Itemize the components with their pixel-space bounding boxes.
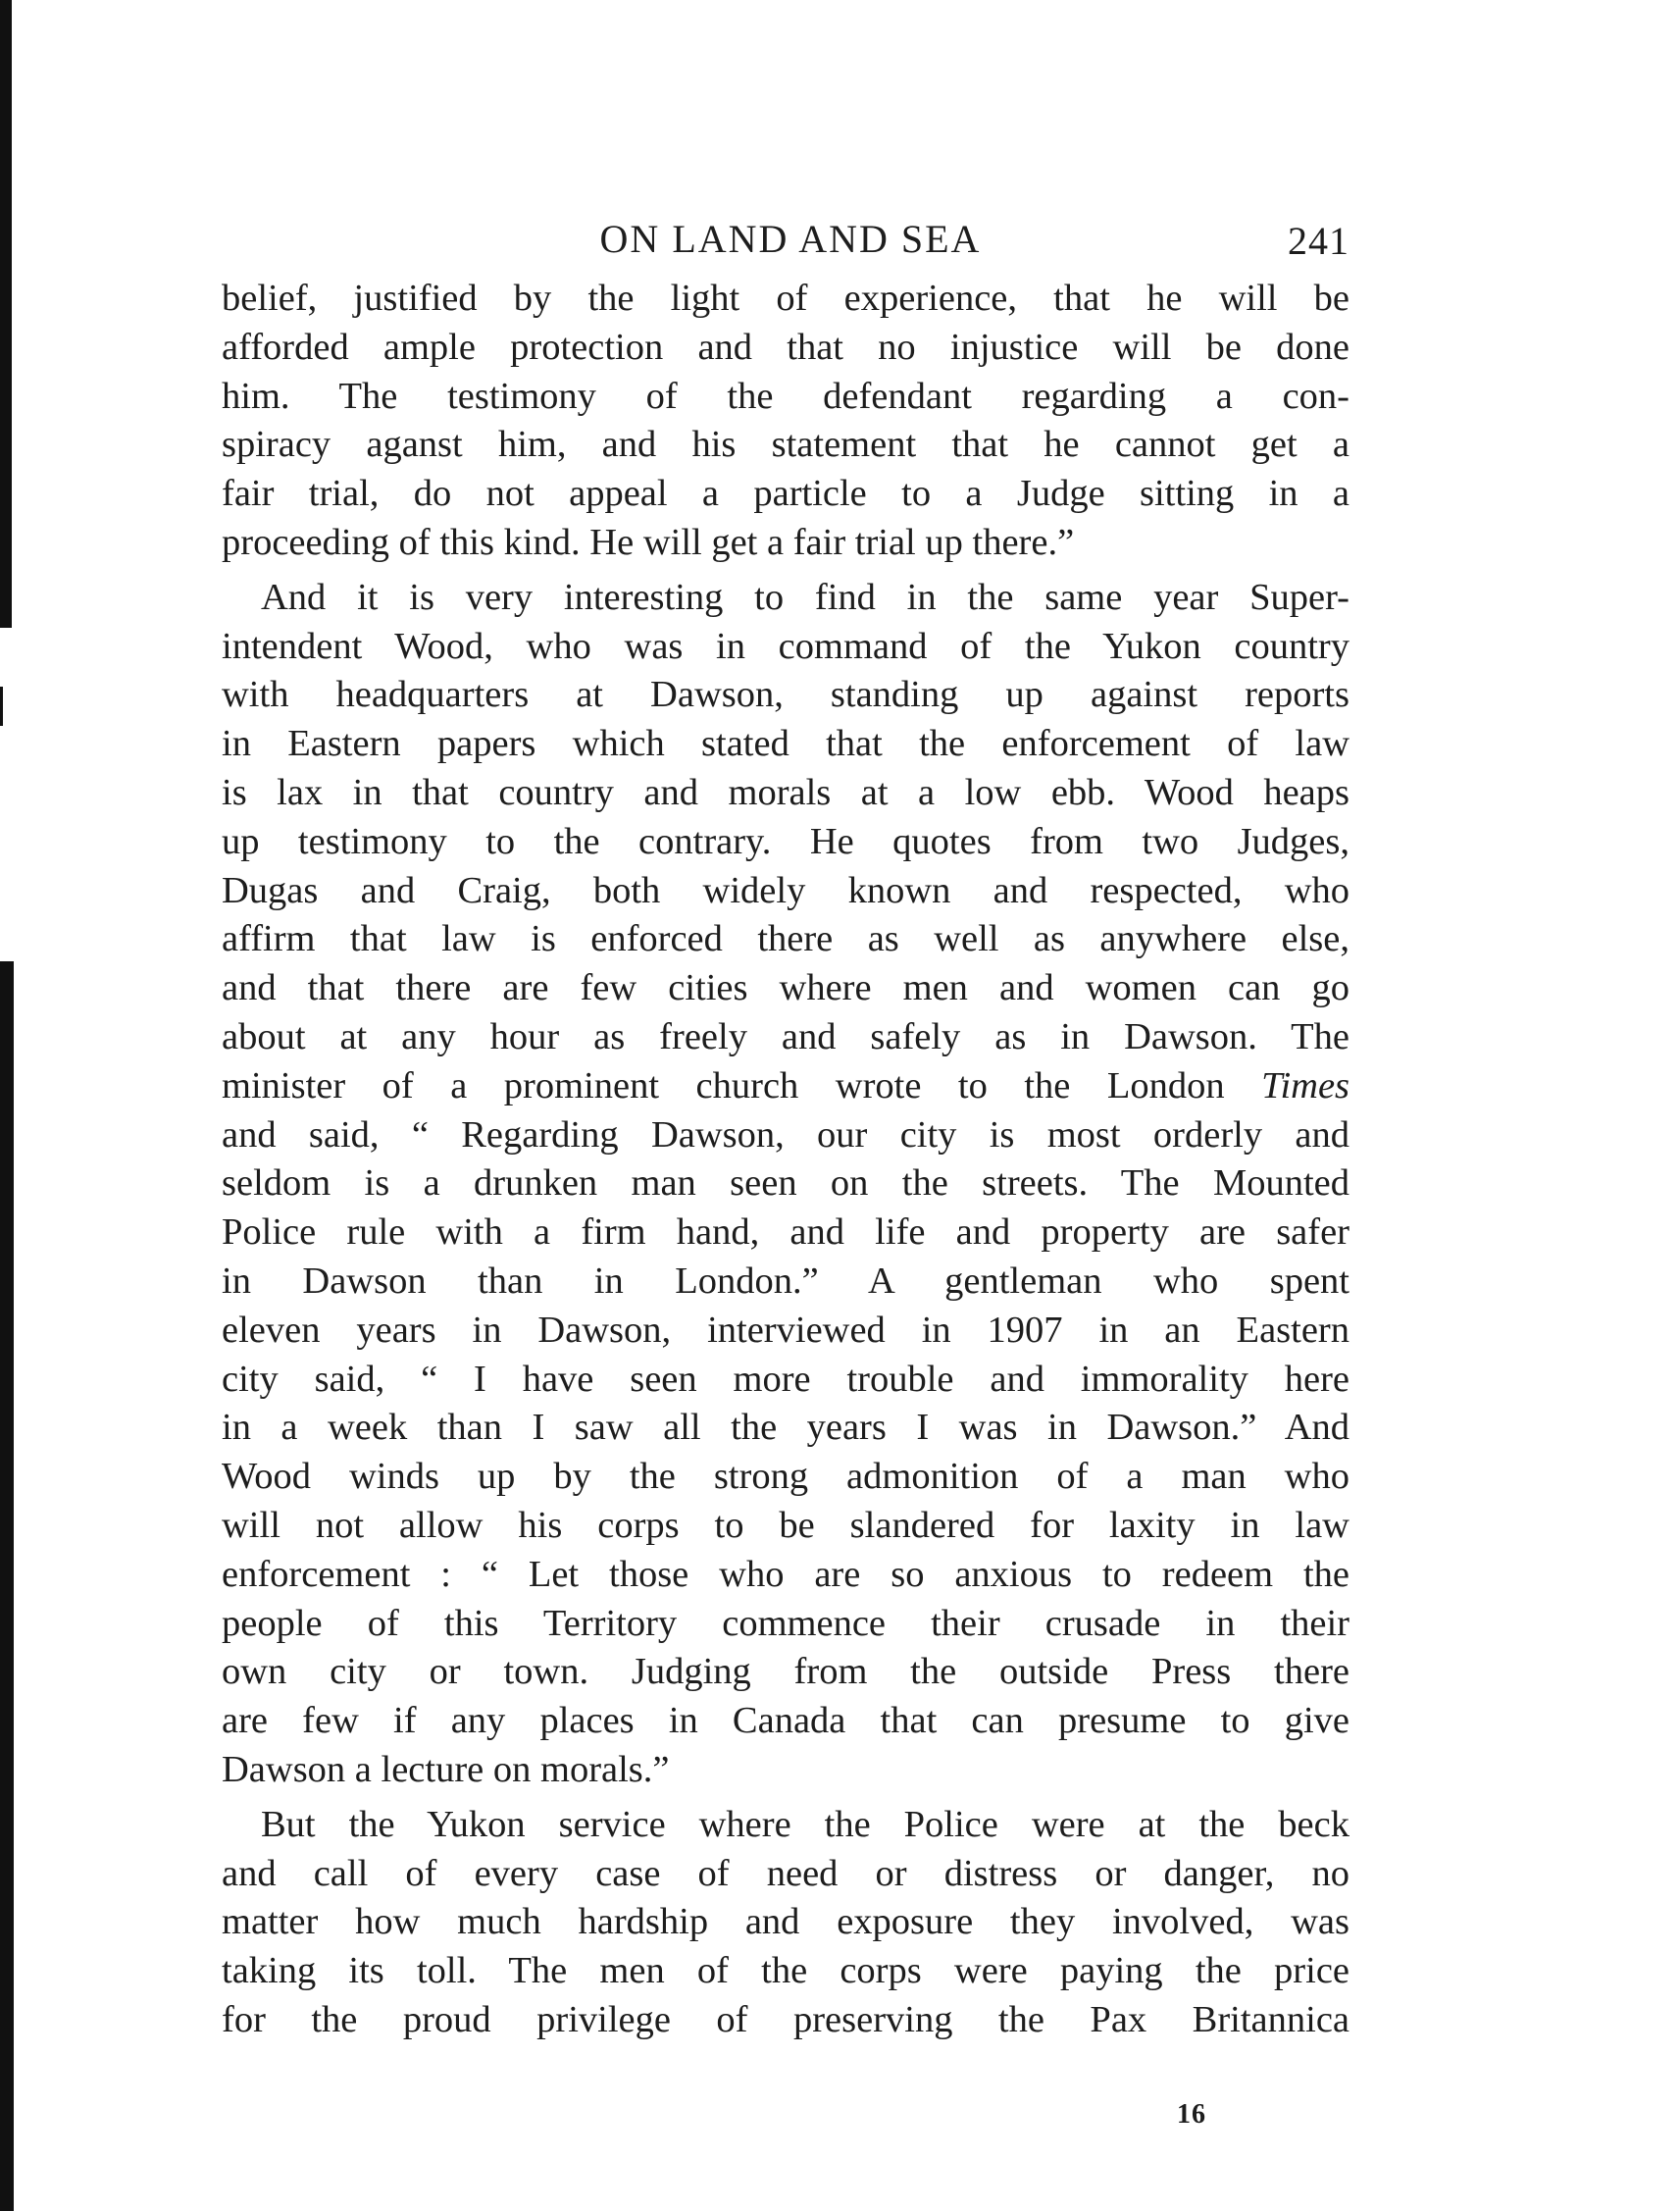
text-line: enforcement : “ Let those who are so anxious to redeem the (222, 1553, 1349, 1595)
paragraph-1 (222, 275, 1349, 568)
text-line: in Eastern papers which stated that the enforcement of law (222, 723, 1349, 765)
text-line: own city or town. Judging from the outside Press there (222, 1651, 1349, 1693)
text-line: seldom is a drunken man seen on the streets. The Mounted (222, 1162, 1349, 1205)
running-title: ON LAND AND SEA (599, 217, 982, 261)
text-line: afforded ample protection and that no injustice will be done (222, 326, 1349, 368)
page-binding-shadow (0, 0, 16, 2211)
text-line: up testimony to the contrary. He quotes from two Judges, (222, 820, 1349, 862)
text-line: and call of every case of need or distress or danger, no (222, 1852, 1349, 1894)
text-line: affirm that law is enforced there as well as anywhere else, (222, 918, 1349, 960)
text-line: is lax in that country and morals at a low ebb. Wood heaps (222, 771, 1349, 813)
text-line: him. The testimony of the defendant regarding a con- (222, 375, 1349, 417)
text-line: spiracy aganst him, and his statement that he cannot get a (222, 424, 1349, 466)
text-line: fair trial, do not appeal a particle to a Judge sitting in a (222, 473, 1349, 515)
text-line: city said, “ I have seen more trouble and immorality here (222, 1358, 1349, 1400)
text-line: Dawson a lecture on morals.” (222, 1748, 670, 1790)
signature-mark: 16 (1177, 2099, 1206, 2130)
text-fragment: minister of a prominent church wrote to the London (222, 1064, 1225, 1106)
text-line: belief, justified by the light of experience, that he will be (222, 278, 1349, 319)
text-line: in Dawson than in London.” A gentleman who spent (222, 1260, 1349, 1302)
text-line: will not allow his corps to be slandered for laxity in law (222, 1504, 1349, 1546)
text-line: with headquarters at Dawson, standing up against reports (222, 674, 1349, 716)
text-line: and said, “ Regarding Dawson, our city is most orderly and (222, 1113, 1349, 1156)
text-line: matter how much hardship and exposure they involved, was (222, 1901, 1349, 1943)
text-line: Police rule with a firm hand, and life and property are safer (222, 1211, 1349, 1254)
text-line: are few if any places in Canada that can presume to give (222, 1700, 1349, 1742)
text-line: Wood winds up by the strong admonition of a man who (222, 1456, 1349, 1498)
text-line: people of this Territory commence their crusade in their (222, 1602, 1349, 1644)
text-line: and that there are few cities where men and women can go (222, 967, 1349, 1009)
page-number: 241 (1288, 219, 1349, 263)
text-line-with-italic (222, 1062, 1349, 1111)
paragraph-3 (222, 1801, 1349, 2045)
text-line: intendent Wood, who was in command of the Yukon country (222, 625, 1349, 667)
running-head (222, 216, 1349, 275)
text-line: taking its toll. The men of the corps were paying the price (222, 1950, 1349, 1992)
text-line: But the Yukon service where the Police were at the beck (261, 1803, 1349, 1845)
book-page (222, 216, 1349, 2045)
paragraph-2 (222, 574, 1349, 1795)
text-line: Dugas and Craig, both widely known and respected, who (222, 869, 1349, 911)
text-line: proceeding of this kind. He will get a fair trial up there.” (222, 521, 1075, 563)
text-line: about at any hour as freely and safely as in Dawson. The (222, 1015, 1349, 1057)
italic-title: Times (1261, 1064, 1350, 1106)
text-line: for the proud privilege of preserving the Pax Britannica (222, 1998, 1349, 2040)
text-line: eleven years in Dawson, interviewed in 1907 in an Eastern (222, 1309, 1349, 1351)
text-line: in a week than I saw all the years I was in Dawson.” And (222, 1407, 1349, 1449)
text-line: And it is very interesting to find in the same year Super- (261, 576, 1349, 618)
